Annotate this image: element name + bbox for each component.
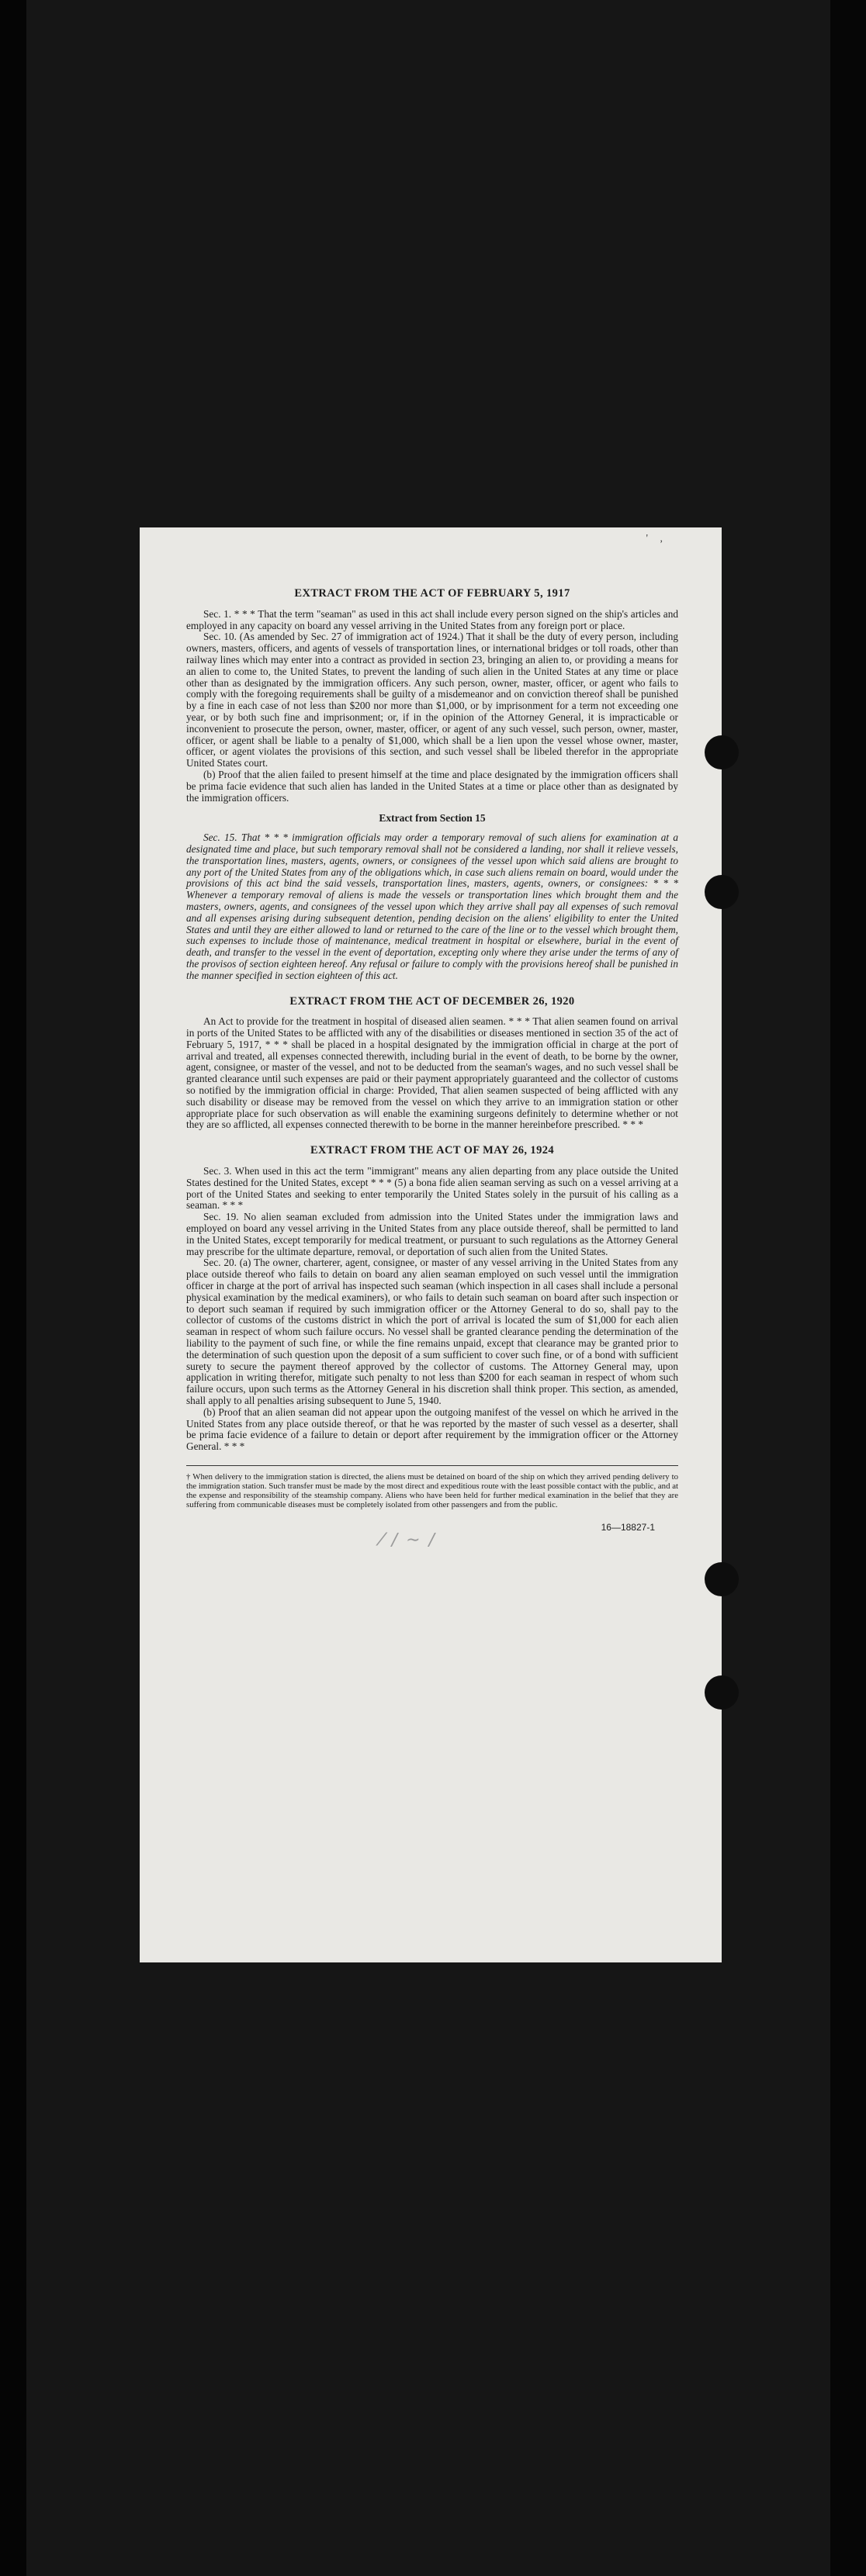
- heading-act-1917: EXTRACT FROM THE ACT OF FEBRUARY 5, 1917: [294, 587, 570, 600]
- punch-hole: [705, 1562, 739, 1596]
- faded-stamp-mark: ⁄ ∕ ∼ ∕: [380, 1530, 436, 1550]
- punch-hole: [705, 875, 739, 909]
- punch-hole: [705, 735, 739, 769]
- section-3-text: Sec. 3. When used in this act the term "immigrant" means any alien departing from any place outside the United States destined for the United States, except * * * (5) a bona fide alien seaman serving as such on a vessel arriving at a port of the United States and seeking to enter temporarily the United States solely in the pursuit of his calling as a seaman. * * *: [186, 1165, 678, 1212]
- section-10-text: Sec. 10. (As amended by Sec. 27 of immigration act of 1924.) That it shall be the duty of every person, including owners, masters, officers, and agents of vessels of transportation lines, or international bridges or toll roads, other than railway lines which may enter into a contract as provided in section 23, bringing an alien to, or providing a means for an alien to come to, the United States, to prevent the landing of such alien in the United States at any time or place other than as designated by the immigration officers. Any such person, owner, master, officer, or agent who fails to comply with the foregoing requirements shall be guilty of a misdemeanor and on conviction thereof shall be punished by a fine in each case of not less than $200 nor more than $1,000, or by imprisonment for a term not exceeding one year, or by both such fine and imprisonment; or, if in the opinion of the Attorney General, it is impracticable or inconvenient to prosecute the person, owner, master, officer, or agent of any such vessel, such person, owner, master, officer, or agent shall be liable to a penalty of $1,000, which shall be a lien upon the vessel whose owner, master, officer, or agent violates the provisions of this section, and such vessel shall be libeled therefor in the appropriate United States court.: [186, 631, 678, 769]
- punch-hole: [705, 1675, 739, 1710]
- heading-act-1920: EXTRACT FROM THE ACT OF DECEMBER 26, 1920: [289, 994, 575, 1008]
- heading-section-15: Extract from Section 15: [379, 812, 486, 825]
- film-edge-left: [0, 0, 26, 2576]
- act-1920-text: An Act to provide for the treatment in hospital of diseased alien seamen. * * * That alien seamen found on arrival in ports of the United States to be afflicted with any of the disabilities or diseases mentioned in section 35 of the act of February 5, 1917, * * * shall be placed in a hospital designated by the immigration official in charge at the port of arrival and treated, all expenses connected therewith, including burial in the event of death, to be borne by the owner, agent, consignee, or master of the vessel, and not to be deducted from the seaman's wages, and no such vessel shall be granted clearance until such expenses are paid or their payment appropriately guaranteed and the collector of customs so notified by the immigration official in charge: Provided, That alien seamen suspected of being afflicted with any such disability or disease may be removed from the vessel on which they arrive to an immigration station or other appropriate place for such observation as will enable the examining surgeons definitely to determine whether or not they are so afflicted, all expenses connected therewith to be borne in the manner hereinbefore prescribed. * * *: [186, 1015, 678, 1131]
- section-10b-text: (b) Proof that the alien failed to present himself at the time and place designated by the immigration officers shall be prima facie evidence that such alien has landed in the United States at a time or place other than as designated by the immigration officers.: [186, 768, 678, 804]
- heading-act-1924: EXTRACT FROM THE ACT OF MAY 26, 1924: [310, 1144, 555, 1157]
- section-20-text: Sec. 20. (a) The owner, charterer, agent, consignee, or master of any vessel arriving in the United States from any place outside thereof who fails to detain on board any alien seaman employed on such vessel until the immigration officer in charge at the port of arrival has inspected such seaman (which inspection in all cases shall include a personal physical examination by the medical examiners), or who fails to detain such seaman on board after such inspection or to deport such seaman if required by such immigration officer or the Attorney General to do so, shall pay to the collector of customs of the customs district in which the port of arrival is located the sum of $1,000 for each alien seaman in respect of whom such failure occurs. No vessel shall be granted clearance pending the determination of the liability to the payment of such fine, or while the fine remains unpaid, except that clearance may be granted prior to the determination of such question upon the deposit of a sum sufficient to cover such fine, or of a bond with sufficient surety to secure the payment thereof approved by the collector of customs. The Attorney General may, upon application in writing therefor, mitigate such penalty to not less than $200 for each seaman in respect of whom such failure occurs, upon such terms as the Attorney General in his discretion shall think proper. This section, as amended, shall apply to all penalties arising subsequent to June 5, 1940.: [186, 1257, 678, 1406]
- footnote: † When delivery to the immigration station is directed, the aliens must be detained on board of the ship on which they arrived pending delivery to the immigration station. Such transfer must be made by the most direct and expeditious route with the least possible contact with the public, and at the expense and responsibility of the steamship company. Aliens who have been held for further medical examination in the belief that they are suffering from communicable diseases must be completely isolated from other passengers and from the public.: [186, 1465, 678, 1509]
- section-20b-text: (b) Proof that an alien seaman did not appear upon the outgoing manifest of the vessel on which he arrived in the United States from any place outside thereof, or that he was reported by the master of such vessel as a deserter, shall be prima facie evidence of a failure to detain or deport after requirement by the immigration officer or the Attorney General. * * *: [186, 1406, 678, 1453]
- form-number: 16—18827-1: [601, 1521, 655, 1533]
- section-1-text: Sec. 1. * * * That the term "seaman" as used in this act shall include every person signed on the ship's articles and employed in any capacity on board any vessel arriving in the United States from any foreign port or place.: [186, 607, 678, 631]
- document-page: [140, 527, 722, 1962]
- page-marks: ' ,: [646, 533, 667, 545]
- film-edge-right: [830, 0, 866, 2576]
- section-15-text: Sec. 15. That * * * immigration officials may order a temporary removal of such aliens for examination at a designated time and place, but such temporary removal shall not be considered a landing, nor shall it relieve vessels, the transportation lines, masters, agents, owners, or consignees of the vessel upon which said aliens are brought to any port of the United States from any of the obligations which, in case such aliens remain on board, would under the provisions of this act bind the said vessels, transportation lines, masters, agents, owners, or consignees: * * * Whenever a temporary removal of aliens is made the vessels or transportation lines which brought them and the masters, owners, agents, and consignees of the vessel upon which they arrive shall pay all expenses of such removal and all expenses arising during subsequent detention, pending decision on the aliens' eligibility to enter the United States and until they are either allowed to land or returned to the care of the line or to the vessel which brought them, such expenses to include those of maintenance, medical treatment in hospital or elsewhere, burial in the event of death, and transfer to the vessel in the event of deportation, excepting only where they arise under the terms of any of the provisos of section eighteen hereof. Any refusal or failure to comply with the provisions hereof shall be punished in the manner specified in section eighteen of this act.: [186, 832, 678, 981]
- section-19-text: Sec. 19. No alien seaman excluded from admission into the United States under the immigration laws and employed on board any vessel arriving in the United States from any place outside thereof, shall be permitted to land in the United States, except temporarily for medical treatment, or pursuant to such regulations as the Attorney General may prescribe for the ultimate departure, removal, or deportation of such alien from the United States.: [186, 1211, 678, 1257]
